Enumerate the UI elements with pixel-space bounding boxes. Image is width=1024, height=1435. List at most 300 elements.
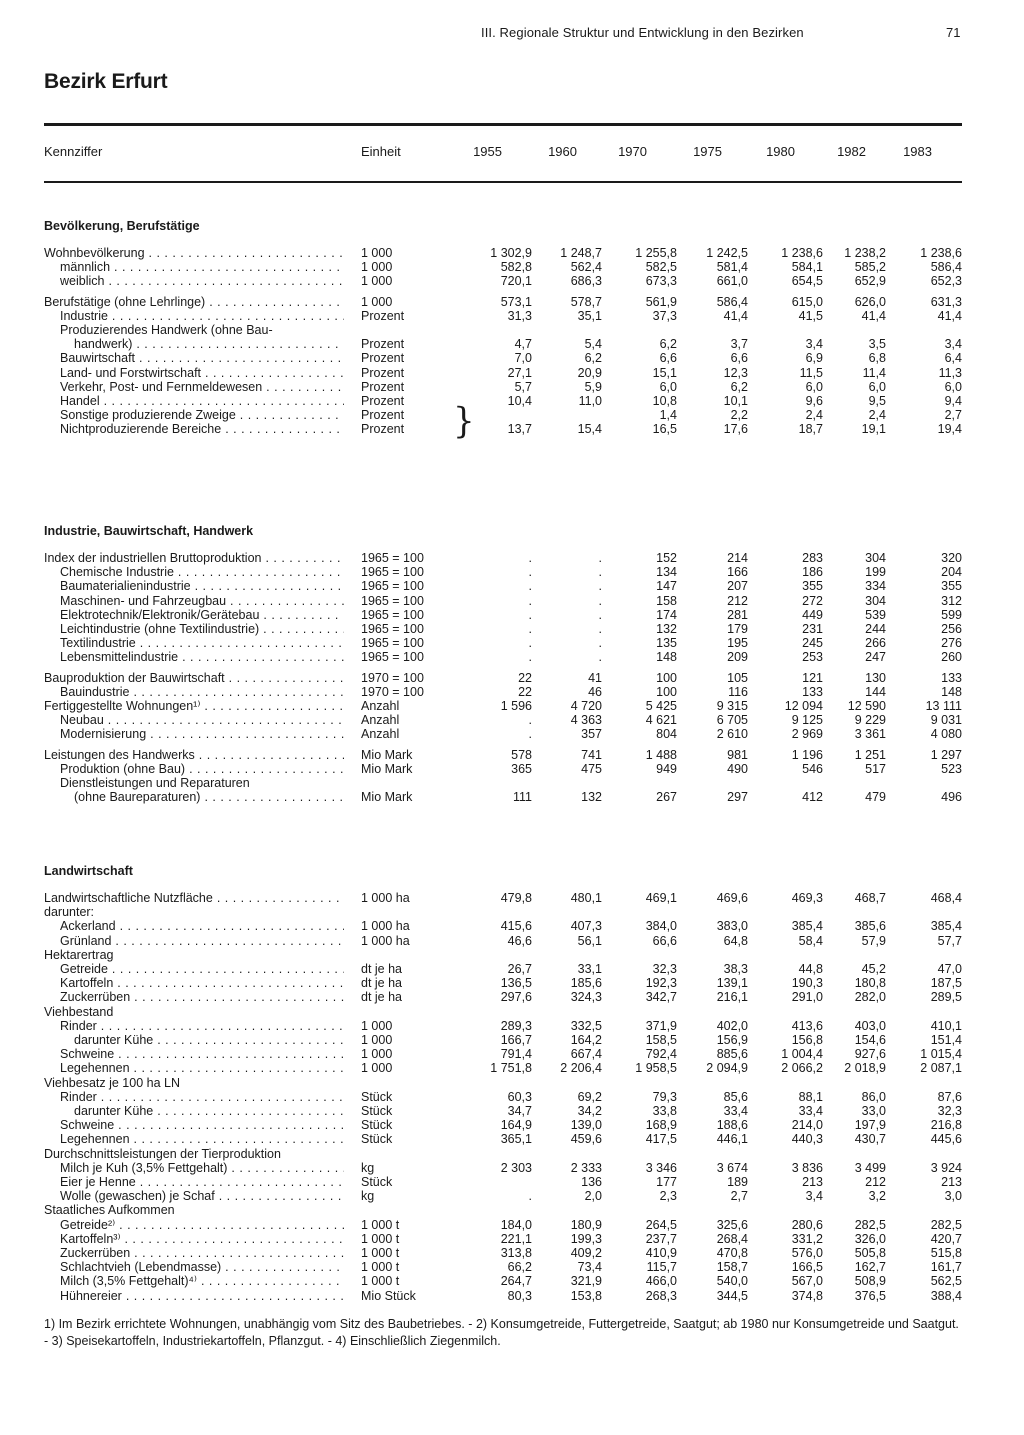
section-title: Bevölkerung, Berufstätige <box>44 219 200 233</box>
table-cell: 11,3 <box>938 366 962 380</box>
row-label: Getreide²⁾ . . . <box>60 1218 344 1232</box>
column-header-unit: Einheit <box>361 144 401 159</box>
table-cell: 578,7 <box>570 295 602 309</box>
column-header-year: 1960 <box>548 144 577 159</box>
table-cell: 156,9 <box>716 1033 748 1047</box>
table-cell: 44,8 <box>798 962 823 976</box>
table-cell: . <box>528 594 532 608</box>
table-cell: 2,7 <box>730 1189 748 1203</box>
table-cell: 1 015,4 <box>920 1047 962 1061</box>
table-cell: 546 <box>802 762 823 776</box>
table-row <box>0 976 1024 990</box>
table-cell: 148 <box>656 650 677 664</box>
table-cell: 213 <box>941 1175 962 1189</box>
row-label: Produzierendes Handwerk (ohne Bau- <box>60 323 273 337</box>
table-cell: 289,5 <box>930 990 962 1004</box>
row-unit: 1 000 t <box>361 1260 400 1274</box>
table-row <box>0 1260 1024 1274</box>
table-cell: 282,5 <box>930 1218 962 1232</box>
table-cell: . <box>598 636 602 650</box>
table-cell: 12 094 <box>784 699 823 713</box>
table-cell: 1,4 <box>659 408 677 422</box>
table-cell: 2 018,9 <box>844 1061 886 1075</box>
table-cell: 523 <box>941 762 962 776</box>
table-cell: 283 <box>802 551 823 565</box>
table-cell: 667,4 <box>570 1047 602 1061</box>
table-cell: 289,3 <box>500 1019 532 1033</box>
table-cell: 469,6 <box>716 891 748 905</box>
table-cell: 41 <box>588 671 602 685</box>
table-cell: 9,6 <box>805 394 823 408</box>
table-cell: 41,4 <box>861 309 886 323</box>
table-cell: 1 255,8 <box>635 246 677 260</box>
row-label: Sonstige produzierende Zweige . . . <box>60 408 344 422</box>
table-cell: 374,8 <box>791 1289 823 1303</box>
table-cell: 791,4 <box>500 1047 532 1061</box>
table-cell: 291,0 <box>791 990 823 1004</box>
table-cell: 6,9 <box>805 351 823 365</box>
table-cell: 9,4 <box>944 394 962 408</box>
table-cell: 214,0 <box>791 1118 823 1132</box>
row-unit: 1 000 t <box>361 1246 400 1260</box>
table-cell: . <box>528 622 532 636</box>
row-unit: 1 000 <box>361 260 393 274</box>
row-unit: Prozent <box>361 422 405 436</box>
table-cell: 16,5 <box>652 422 677 436</box>
table-cell: 6,2 <box>584 351 602 365</box>
row-label: darunter Kühe . . . <box>74 1104 344 1118</box>
table-cell: . <box>598 608 602 622</box>
table-cell: 3,7 <box>730 337 748 351</box>
table-cell: 1 238,6 <box>781 246 823 260</box>
table-cell: 578 <box>511 748 532 762</box>
table-cell: 355 <box>802 579 823 593</box>
table-cell: 468,7 <box>854 891 886 905</box>
table-cell: 2,3 <box>659 1189 677 1203</box>
table-cell: 204 <box>941 565 962 579</box>
table-cell: 161,7 <box>930 1260 962 1274</box>
table-cell: 58,4 <box>798 934 823 948</box>
table-cell: 420,7 <box>930 1232 962 1246</box>
table-row <box>0 1118 1024 1132</box>
table-cell: 139,1 <box>716 976 748 990</box>
table-row <box>0 337 1024 351</box>
table-cell: 2 969 <box>791 727 823 741</box>
table-cell: 2,2 <box>730 408 748 422</box>
table-cell: . <box>528 608 532 622</box>
table-cell: 180,8 <box>854 976 886 990</box>
table-cell: 297,6 <box>500 990 532 1004</box>
table-cell: 15,4 <box>577 422 602 436</box>
table-cell: . <box>528 579 532 593</box>
table-cell: 221,1 <box>500 1232 532 1246</box>
row-label: Handel . . . <box>60 394 344 408</box>
table-cell: 231 <box>802 622 823 636</box>
column-header-year: 1970 <box>618 144 647 159</box>
table-cell: 133 <box>802 685 823 699</box>
table-cell: 276 <box>941 636 962 650</box>
table-cell: 6,0 <box>659 380 677 394</box>
table-cell: 79,3 <box>652 1090 677 1104</box>
table-cell: 4,7 <box>514 337 532 351</box>
table-cell: 3,4 <box>805 337 823 351</box>
table-cell: . <box>528 650 532 664</box>
table-cell: 199,3 <box>570 1232 602 1246</box>
table-cell: 282,0 <box>854 990 886 1004</box>
table-cell: 9,5 <box>868 394 886 408</box>
table-cell: 720,1 <box>500 274 532 288</box>
table-cell: . <box>528 636 532 650</box>
row-label: Wolle (gewaschen) je Schaf . . . <box>60 1189 344 1203</box>
table-cell: . <box>528 551 532 565</box>
row-label: Staatliches Aufkommen <box>44 1203 175 1217</box>
table-cell: 37,3 <box>652 309 677 323</box>
table-row <box>0 1203 1024 1217</box>
row-unit: Mio Mark <box>361 790 413 804</box>
table-cell: 2 333 <box>570 1161 602 1175</box>
table-cell: 449 <box>802 608 823 622</box>
table-cell: 1 242,5 <box>706 246 748 260</box>
table-cell: 3 499 <box>854 1161 886 1175</box>
table-row <box>0 636 1024 650</box>
table-cell: 19,1 <box>861 422 886 436</box>
table-cell: 164,2 <box>570 1033 602 1047</box>
table-row <box>0 1189 1024 1203</box>
table-cell: 47,0 <box>937 962 962 976</box>
table-header-rule <box>44 181 962 183</box>
table-row <box>0 1274 1024 1288</box>
column-header-year: 1955 <box>473 144 502 159</box>
table-cell: 213 <box>802 1175 823 1189</box>
table-cell: 626,0 <box>854 295 886 309</box>
table-row <box>0 776 1024 790</box>
table-cell: 540,0 <box>716 1274 748 1288</box>
row-label: Industrie . . . <box>60 309 344 323</box>
table-cell: 6,0 <box>944 380 962 394</box>
table-row <box>0 622 1024 636</box>
table-cell: 2,4 <box>868 408 886 422</box>
table-cell: 45,2 <box>861 962 886 976</box>
row-label: Grünland . . . <box>60 934 344 948</box>
table-cell: 66,2 <box>507 1260 532 1274</box>
row-unit: 1 000 ha <box>361 891 410 905</box>
table-cell: 561,9 <box>645 295 677 309</box>
table-cell: 469,3 <box>791 891 823 905</box>
table-cell: 136,5 <box>500 976 532 990</box>
table-cell: 376,5 <box>854 1289 886 1303</box>
table-cell: 207 <box>727 579 748 593</box>
table-cell: 6 705 <box>716 713 748 727</box>
table-cell: 654,5 <box>791 274 823 288</box>
table-row <box>0 1161 1024 1175</box>
table-cell: 13 111 <box>925 699 962 713</box>
row-label: Land- und Forstwirtschaft . . . <box>60 366 344 380</box>
table-row <box>0 394 1024 408</box>
table-cell: 20,9 <box>577 366 602 380</box>
table-cell: 576,0 <box>791 1246 823 1260</box>
table-cell: 18,7 <box>798 422 823 436</box>
table-cell: 33,0 <box>861 1104 886 1118</box>
table-cell: 2 610 <box>716 727 748 741</box>
table-cell: 582,5 <box>645 260 677 274</box>
table-cell: 190,3 <box>791 976 823 990</box>
row-label: Landwirtschaftliche Nutzfläche . . . <box>44 891 344 905</box>
table-cell: 417,5 <box>645 1132 677 1146</box>
table-cell: 57,9 <box>861 934 886 948</box>
table-cell: 1 004,4 <box>781 1047 823 1061</box>
table-cell: 73,4 <box>577 1260 602 1274</box>
table-cell: 582,8 <box>500 260 532 274</box>
table-cell: 304 <box>865 594 886 608</box>
table-cell: . <box>598 551 602 565</box>
column-header-label: Kennziffer <box>44 144 103 159</box>
row-label: männlich . . . <box>60 260 344 274</box>
table-row <box>0 1047 1024 1061</box>
table-row <box>0 380 1024 394</box>
table-row <box>0 1147 1024 1161</box>
row-unit: Prozent <box>361 366 405 380</box>
table-cell: 567,0 <box>791 1274 823 1288</box>
table-cell: 1 238,2 <box>844 246 886 260</box>
table-row <box>0 608 1024 622</box>
table-cell: 166,5 <box>791 1260 823 1274</box>
table-cell: 180,9 <box>570 1218 602 1232</box>
table-cell: . <box>598 650 602 664</box>
table-cell: 147 <box>656 579 677 593</box>
row-unit: Prozent <box>361 309 405 323</box>
table-cell: 402,0 <box>716 1019 748 1033</box>
column-header-year: 1983 <box>903 144 932 159</box>
table-cell: 46,6 <box>507 934 532 948</box>
table-cell: 10,4 <box>507 394 532 408</box>
row-label: Baumaterialienindustrie . . . <box>60 579 344 593</box>
row-unit: Prozent <box>361 380 405 394</box>
table-cell: 5,4 <box>584 337 602 351</box>
row-label: Schweine . . . <box>60 1118 344 1132</box>
row-unit: 1 000 ha <box>361 919 410 933</box>
row-label: Chemische Industrie . . . <box>60 565 344 579</box>
table-cell: 661,0 <box>716 274 748 288</box>
row-label: Zuckerrüben . . . <box>60 1246 344 1260</box>
table-cell: 33,4 <box>798 1104 823 1118</box>
table-cell: 17,6 <box>723 422 748 436</box>
row-label: Bauindustrie . . . <box>60 685 344 699</box>
table-cell: 3,5 <box>868 337 886 351</box>
table-cell: 130 <box>865 671 886 685</box>
row-label: Legehennen . . . <box>60 1061 344 1075</box>
row-unit: 1965 = 100 <box>361 622 424 636</box>
table-cell: 573,1 <box>500 295 532 309</box>
table-cell: 320 <box>941 551 962 565</box>
table-cell: 3,0 <box>944 1189 962 1203</box>
table-cell: 1 751,8 <box>490 1061 532 1075</box>
table-cell: 237,7 <box>645 1232 677 1246</box>
table-cell: 185,6 <box>570 976 602 990</box>
table-cell: 186 <box>802 565 823 579</box>
table-cell: 158,7 <box>716 1260 748 1274</box>
row-unit: Prozent <box>361 394 405 408</box>
table-cell: 41,4 <box>937 309 962 323</box>
table-cell: 7,0 <box>514 351 532 365</box>
table-cell: 188,6 <box>716 1118 748 1132</box>
table-cell: . <box>598 594 602 608</box>
table-cell: 415,6 <box>500 919 532 933</box>
table-cell: 1 251 <box>854 748 886 762</box>
table-cell: . <box>528 727 532 741</box>
table-cell: 38,3 <box>723 962 748 976</box>
table-cell: 281 <box>727 608 748 622</box>
table-cell: . <box>528 565 532 579</box>
table-row <box>0 962 1024 976</box>
table-cell: 134 <box>656 565 677 579</box>
row-unit: 1 000 t <box>361 1274 400 1288</box>
row-unit: dt je ha <box>361 962 403 976</box>
table-cell: 245 <box>802 636 823 650</box>
row-label: Fertiggestellte Wohnungen¹⁾ . . . <box>44 699 344 713</box>
table-cell: 631,3 <box>930 295 962 309</box>
table-cell: . <box>598 565 602 579</box>
table-cell: 804 <box>656 727 677 741</box>
table-row <box>0 671 1024 685</box>
table-cell: 19,4 <box>937 422 962 436</box>
running-head: III. Regionale Struktur und Entwicklung in den Bezirken <box>481 25 804 40</box>
row-label: weiblich . . . <box>60 274 344 288</box>
table-cell: 247 <box>865 650 886 664</box>
table-row <box>0 1132 1024 1146</box>
row-unit: Prozent <box>361 408 405 422</box>
table-cell: 470,8 <box>716 1246 748 1260</box>
table-cell: 515,8 <box>930 1246 962 1260</box>
table-row <box>0 1033 1024 1047</box>
table-cell: 385,4 <box>930 919 962 933</box>
table-cell: 1 302,9 <box>490 246 532 260</box>
table-cell: 6,8 <box>868 351 886 365</box>
table-cell: 475 <box>581 762 602 776</box>
table-cell: 136 <box>581 1175 602 1189</box>
row-label: Ackerland . . . <box>60 919 344 933</box>
row-unit: Stück <box>361 1104 393 1118</box>
table-cell: 3 346 <box>645 1161 677 1175</box>
table-cell: 355 <box>941 579 962 593</box>
row-label: darunter Kühe . . . <box>74 1033 344 1047</box>
table-cell: 388,4 <box>930 1289 962 1303</box>
table-row <box>0 579 1024 593</box>
page-number: 71 <box>946 25 961 40</box>
table-cell: 148 <box>941 685 962 699</box>
table-row <box>0 891 1024 905</box>
row-unit: Stück <box>361 1132 393 1146</box>
table-cell: 331,2 <box>791 1232 823 1246</box>
table-row <box>0 1019 1024 1033</box>
table-cell: 297 <box>727 790 748 804</box>
table-row <box>0 699 1024 713</box>
table-cell: 4 621 <box>645 713 677 727</box>
table-cell: 5,9 <box>584 380 602 394</box>
table-row <box>0 748 1024 762</box>
table-cell: 9 031 <box>930 713 962 727</box>
table-cell: 585,2 <box>854 260 886 274</box>
table-cell: 445,6 <box>930 1132 962 1146</box>
table-cell: 56,1 <box>577 934 602 948</box>
table-cell: 164,9 <box>500 1118 532 1132</box>
table-cell: 268,3 <box>645 1289 677 1303</box>
row-unit: Prozent <box>361 351 405 365</box>
table-cell: . <box>528 1189 532 1203</box>
section-title: Landwirtschaft <box>44 864 133 878</box>
table-cell: 324,3 <box>570 990 602 1004</box>
table-cell: 4 080 <box>930 727 962 741</box>
table-cell: 357 <box>581 727 602 741</box>
table-row <box>0 422 1024 436</box>
table-cell: 652,9 <box>854 274 886 288</box>
table-cell: 410,9 <box>645 1246 677 1260</box>
row-unit: Anzahl <box>361 727 400 741</box>
row-label: handwerk) . . . <box>74 337 344 351</box>
table-cell: 384,0 <box>645 919 677 933</box>
row-unit: Anzahl <box>361 699 400 713</box>
table-cell: 272 <box>802 594 823 608</box>
table-cell: 144 <box>865 685 886 699</box>
row-label: Kartoffeln . . . <box>60 976 344 990</box>
row-unit: dt je ha <box>361 976 403 990</box>
table-cell: 1 196 <box>791 748 823 762</box>
table-cell: 9 315 <box>716 699 748 713</box>
row-unit: kg <box>361 1161 375 1175</box>
row-label: Dienstleistungen und Reparaturen <box>60 776 250 790</box>
table-cell: 1 248,7 <box>560 246 602 260</box>
table-cell: 11,0 <box>578 394 602 408</box>
table-cell: 31,3 <box>507 309 532 323</box>
table-cell: 3 924 <box>930 1161 962 1175</box>
table-row <box>0 934 1024 948</box>
table-cell: 100 <box>656 685 677 699</box>
table-cell: 187,5 <box>930 976 962 990</box>
row-label: (ohne Baureparaturen) . . . <box>74 790 344 804</box>
table-row <box>0 685 1024 699</box>
table-cell: 189 <box>727 1175 748 1189</box>
table-cell: 479 <box>865 790 886 804</box>
table-cell: 168,9 <box>645 1118 677 1132</box>
bracket-symbol: } <box>453 400 475 442</box>
table-cell: 304 <box>865 551 886 565</box>
table-row <box>0 1061 1024 1075</box>
table-cell: 517 <box>865 762 886 776</box>
row-label: Bauproduktion der Bauwirtschaft . . . <box>44 671 344 685</box>
row-label: Nichtproduzierende Bereiche . . . <box>60 422 344 436</box>
table-cell: 64,8 <box>723 934 748 948</box>
table-cell: 981 <box>727 748 748 762</box>
row-label: Leistungen des Handwerks . . . <box>44 748 344 762</box>
table-cell: 100 <box>656 671 677 685</box>
row-unit: 1965 = 100 <box>361 551 424 565</box>
table-cell: 615,0 <box>791 295 823 309</box>
table-cell: 2 206,4 <box>560 1061 602 1075</box>
table-cell: 496 <box>941 790 962 804</box>
table-cell: 199 <box>865 565 886 579</box>
table-cell: 505,8 <box>854 1246 886 1260</box>
row-label: Bauwirtschaft . . . <box>60 351 344 365</box>
table-cell: 6,6 <box>730 351 748 365</box>
table-cell: 158 <box>656 594 677 608</box>
table-cell: 949 <box>656 762 677 776</box>
row-label: Index der industriellen Bruttoproduktion . . . <box>44 551 344 565</box>
table-cell: 385,4 <box>791 919 823 933</box>
row-unit: Mio Mark <box>361 762 413 776</box>
table-cell: 162,7 <box>854 1260 886 1274</box>
table-cell: 430,7 <box>854 1132 886 1146</box>
table-cell: 407,3 <box>570 919 602 933</box>
table-cell: 6,6 <box>659 351 677 365</box>
